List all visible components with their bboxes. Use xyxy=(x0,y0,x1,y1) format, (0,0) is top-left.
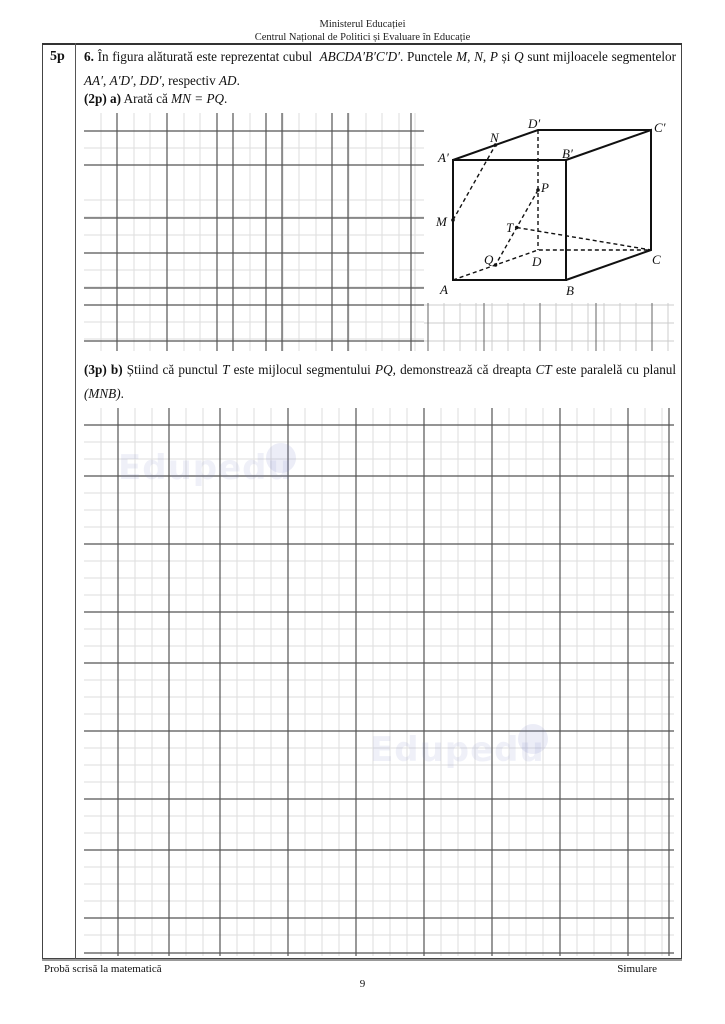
label-a1: A′ xyxy=(438,150,449,165)
score-label: 5p xyxy=(50,49,65,64)
part-b-text4: este paralelă cu planul xyxy=(555,362,677,377)
label-n: N xyxy=(490,130,499,145)
part-b-point: T xyxy=(222,362,230,377)
page-number: 9 xyxy=(359,978,366,990)
part-b-plane: (MNB) xyxy=(84,386,121,401)
watermark-badge-icon xyxy=(266,443,296,473)
cube-figure xyxy=(428,112,678,302)
cube-name: ABCDA′B′C′D′ xyxy=(319,49,401,64)
label-a: A xyxy=(440,282,448,297)
segment-dd1: DD′ xyxy=(139,73,162,88)
footer-session: Simulare xyxy=(617,963,657,975)
label-b: B xyxy=(566,283,574,298)
segment-a1d1: A′D′ xyxy=(109,73,133,88)
problem-statement: 6. În figura alăturată este reprezentat cubul ABCDA′B′C′D′. Punctele M, N, P și Q sunt mijloacele segmentelor AA′, A′D′, DD′, respectiv AD. xyxy=(84,49,677,88)
statement-part3: sunt mijloacele segmentelor xyxy=(527,49,677,64)
label-d1: D′ xyxy=(528,116,541,131)
footer-rule xyxy=(42,959,682,961)
point-p: P xyxy=(489,49,498,64)
label-m: M xyxy=(436,214,447,229)
statement-part2: . Punctele xyxy=(400,49,453,64)
segment-aa1: AA′ xyxy=(84,73,103,88)
watermark-badge-icon xyxy=(518,724,548,754)
statement-part1: În figura alăturată este reprezentat cubul xyxy=(97,49,313,64)
label-c: C xyxy=(652,252,661,267)
point-q: Q xyxy=(514,49,524,64)
part-a-text: Arată că xyxy=(123,91,168,106)
part-a: (2p) a) Arată că MN = PQ. xyxy=(84,91,228,106)
part-a-formula: MN = PQ xyxy=(171,91,225,106)
watermark-2: Edupedu xyxy=(370,730,545,770)
label-c1: C′ xyxy=(654,120,666,135)
segment-ad: AD xyxy=(218,73,237,88)
document-header xyxy=(0,18,725,44)
part-b-text1: Știind că punctul xyxy=(126,362,218,377)
label-d: D xyxy=(532,254,542,269)
part-b-line: CT xyxy=(535,362,552,377)
part-b-segment: PQ xyxy=(375,362,393,377)
header-center: Centrul Național de Politici și Evaluare în Educație xyxy=(254,32,471,43)
header-ministry: Ministerul Educației xyxy=(319,19,406,30)
problem-number: 6. xyxy=(84,49,94,64)
answer-grid-b[interactable] xyxy=(84,408,674,956)
point-n: N xyxy=(474,49,483,64)
footer-exam-name: Probă scrisă la matematică xyxy=(44,963,162,975)
label-t: T xyxy=(506,220,514,235)
score-column xyxy=(42,43,76,959)
watermark-1: Edupedu xyxy=(118,448,293,488)
part-a-points: (2p) a) xyxy=(84,91,121,106)
label-p: P xyxy=(541,180,549,195)
label-q: Q xyxy=(484,252,494,267)
part-b-points: (3p) b) xyxy=(84,362,123,377)
part-b-text3: , demonstrează că dreapta xyxy=(392,362,532,377)
part-b-text2: este mijlocul segmentului xyxy=(233,362,371,377)
part-b: (3p) b) Știind că punctul T este mijlocul segmentului PQ, demonstrează că dreapta CT este paralelă cu planul (MNB). xyxy=(84,362,677,401)
respectively: respectiv xyxy=(168,73,216,88)
point-m: M xyxy=(456,49,468,64)
label-b1: B′ xyxy=(562,146,573,161)
